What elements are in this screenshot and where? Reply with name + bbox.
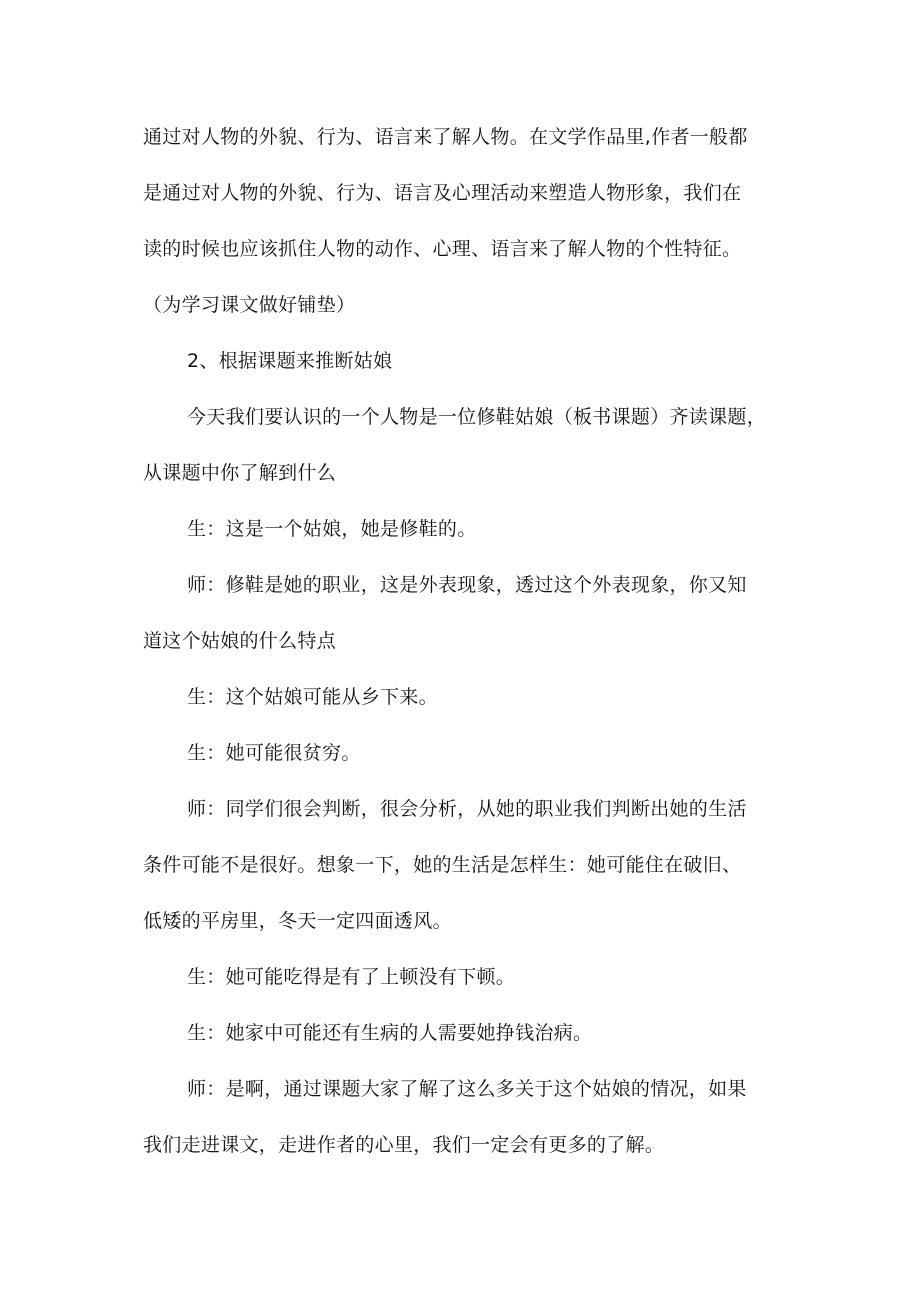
- paragraph-line: 是通过对人物的外貌、行为、语言及心理活动来塑造人物形象，我们在: [143, 182, 742, 204]
- dialogue-line: 条件可能不是很好。想象一下，她的生活是怎样生：她可能住在破旧、: [143, 854, 742, 876]
- dialogue-line: 生：这个姑娘可能从乡下来。: [187, 686, 438, 708]
- dialogue-line: 师：修鞋是她的职业，这是外表现象，透过这个外表现象，你又知: [187, 574, 747, 596]
- dialogue-line: 生：她家中可能还有生病的人需要她挣钱治病。: [187, 1022, 593, 1044]
- dialogue-line: 道这个姑娘的什么特点: [143, 630, 337, 652]
- dialogue-line: 我们走进课文，走进作者的心里，我们一定会有更多的了解。: [143, 1134, 665, 1156]
- dialogue-line: 生：她可能吃得是有了上顿没有下顿。: [187, 966, 516, 988]
- dialogue-line: 生：她可能很贫穷。: [187, 742, 361, 764]
- paragraph-line: 从课题中你了解到什么: [143, 462, 337, 484]
- dialogue-line: 师：同学们很会判断，很会分析，从她的职业我们判断出她的生活: [187, 798, 747, 820]
- section-heading: 2、根据课题来推断姑娘: [187, 350, 393, 372]
- paragraph-line: 读的时候也应该抓住人物的动作、心理、语言来了解人物的个性特征。: [143, 238, 742, 260]
- paragraph-line: （为学习课文做好铺垫）: [143, 294, 356, 316]
- dialogue-line: 低矮的平房里，冬天一定四面透风。: [143, 910, 452, 932]
- paragraph-line: 今天我们要认识的一个人物是一位修鞋姑娘（板书课题）齐读课题，: [187, 406, 767, 428]
- paragraph-line: 通过对人物的外貌、行为、语言来了解人物。在文学作品里,作者一般都: [143, 126, 748, 148]
- dialogue-line: 生：这是一个姑娘，她是修鞋的。: [187, 518, 477, 540]
- dialogue-line: 师：是啊，通过课题大家了解了这么多关于这个姑娘的情况，如果: [187, 1078, 747, 1100]
